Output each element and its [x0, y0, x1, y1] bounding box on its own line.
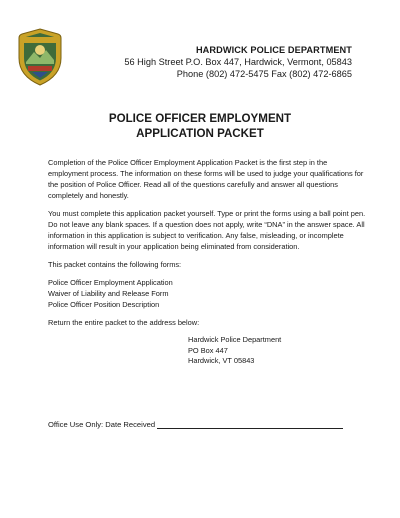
office-use-field: [48, 420, 343, 429]
address-line: Hardwick, VT 05843: [188, 356, 255, 365]
date-received-line: [157, 420, 343, 429]
office-use-label: Office Use Only: Date Received: [48, 420, 156, 429]
return-instructions: Return the entire packet to the address below:: [48, 318, 200, 327]
police-badge-icon: [18, 28, 62, 86]
address-line: Hardwick Police Department: [188, 335, 282, 344]
list-item: Police Officer Position Description: [48, 300, 160, 309]
document-title: [0, 111, 400, 141]
letterhead: [124, 44, 352, 80]
return-address: [188, 335, 368, 367]
list-item: Waiver of Liability and Release Form: [48, 289, 169, 298]
document-body: [48, 157, 368, 367]
instructions-paragraph: You must complete this application packet yourself. Type or print the forms using a ball point pen. Do not leave any blank spaces. If a question does not apply, write “DNA” in the answer space. All information in this application is subject to verification. Any false, misleading, or incomplete information will result in your application being eliminated from consideration.: [48, 209, 366, 251]
contents-paragraph: This packet contains the following forms:: [48, 260, 182, 269]
forms-list: [48, 277, 368, 310]
department-address: 56 High Street P.O. Box 447, Hardwick, Vermont, 05843: [124, 57, 352, 67]
intro-paragraph: Completion of the Police Officer Employment Application Packet is the first step in the employment process. The information on these forms will be used to judge your qualifications for the position of Police Officer. Read all of the questions carefully and answer all questions completely and honestly.: [48, 158, 364, 200]
department-phone: Phone (802) 472-5475 Fax (802) 472-6865: [176, 69, 352, 79]
title-line-1: POLICE OFFICER EMPLOYMENT: [108, 112, 292, 125]
department-name: HARDWICK POLICE DEPARTMENT: [195, 45, 352, 55]
list-item: Police Officer Employment Application: [48, 278, 173, 287]
address-line: PO Box 447: [188, 345, 228, 355]
title-line-2: APPLICATION PACKET: [136, 127, 264, 140]
